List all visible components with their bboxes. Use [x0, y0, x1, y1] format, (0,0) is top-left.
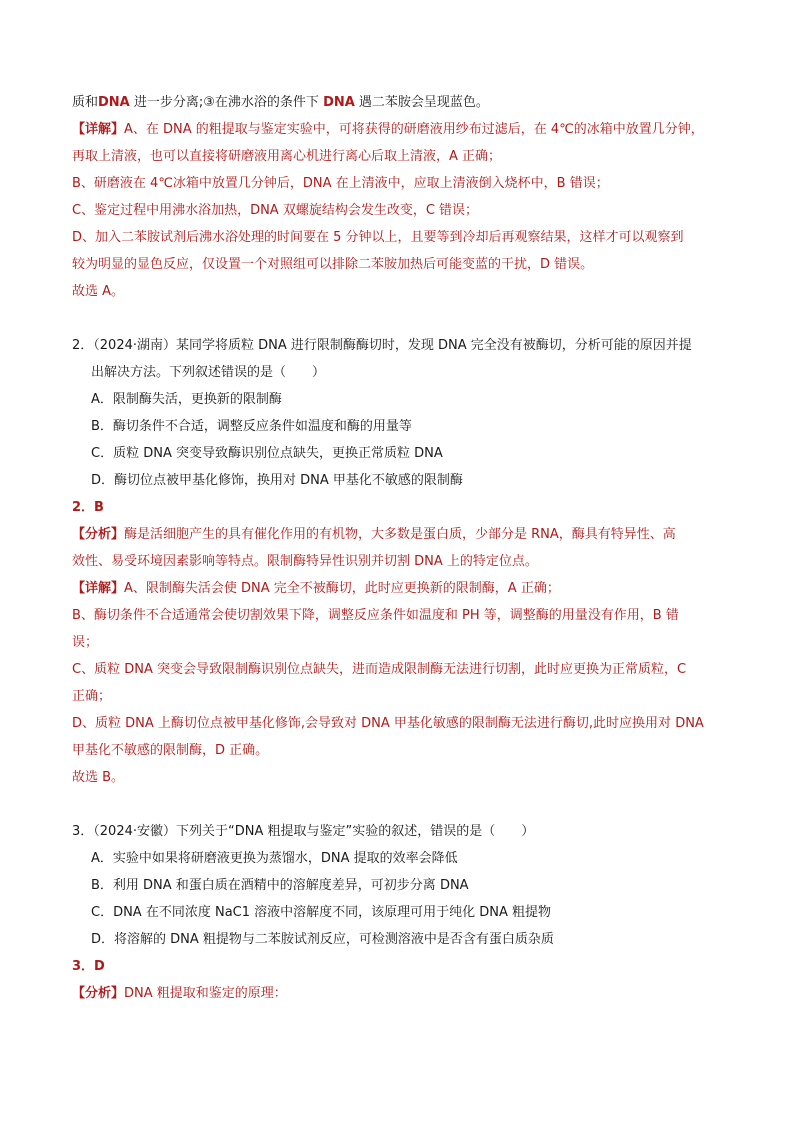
- intro-dna-term: DNA: [98, 95, 130, 110]
- q3-stem: 3．（2024·安徽）下列关于“DNA 粗提取与鉴定”实验的叙述，错误的是（ ）: [72, 824, 535, 839]
- q2-option-c: C．质粒 DNA 突变导致酶识别位点缺失，更换正常质粒 DNA: [91, 446, 443, 461]
- q2-analysis-line-1: [72, 521, 724, 548]
- q3-analysis-tag: 【分析】: [72, 986, 125, 1001]
- spacer: [72, 791, 724, 818]
- q1-answer: 故选 A。: [72, 284, 125, 299]
- q1-detail-line-2: 再取上清液，也可以直接将研磨液用离心机进行离心后取上清液，A 正确；: [72, 149, 502, 164]
- q3-option-a: A．实验中如果将研磨液更换为蒸馏水，DNA 提取的效率会降低: [91, 851, 458, 866]
- q2-analysis-2: 效性、易受环境因素影响等特点。限制酶特异性识别并切割 DNA 上的特定位点。: [72, 554, 538, 569]
- q1-detail-line-1: [72, 116, 724, 143]
- q2-detail-line-1: [72, 575, 724, 602]
- q3-option-d: D．将溶解的 DNA 粗提物与二苯胺试剂反应，可检测溶液中是否含有蛋白质杂质: [91, 932, 554, 947]
- q2-option-a: A．限制酶失活，更换新的限制酶: [91, 392, 282, 407]
- q2-detail-d-1: D、质粒 DNA 上酶切位点被甲基化修饰,会导致对 DNA 甲基化敏感的限制酶无法进行酶切,此时应换用对 DNA: [72, 716, 704, 731]
- intro-text-a: 质和: [72, 95, 99, 110]
- q3-option-b: B．利用 DNA 和蛋白质在酒精中的溶解度差异，可初步分离 DNA: [91, 878, 469, 893]
- q2-analysis-tag: 【分析】: [72, 527, 125, 542]
- q1-detail-option-d-2: 较为明显的显色反应，仅设置一个对照组可以排除二苯胺加热后可能变蓝的干扰，D 错误。: [72, 257, 594, 272]
- intro-dna-term-2: DNA: [323, 95, 355, 110]
- q2-detail-b-2: 误；: [72, 635, 99, 650]
- spacer: [72, 305, 724, 332]
- q2-answer: 故选 B。: [72, 770, 125, 785]
- q1-detail-tag: 【详解】: [72, 122, 125, 137]
- q3-analysis-line-1: [72, 980, 724, 1007]
- q3-analysis-1: DNA 粗提取和鉴定的原理：: [124, 986, 287, 1001]
- q1-detail-option-d-1: D、加入二苯胺试剂后沸水浴处理的时间要在 5 分钟以上，且要等到冷却后再观察结果，这样才可以观察到: [72, 230, 684, 245]
- q2-detail-tag: 【详解】: [72, 581, 125, 596]
- q2-option-d: D．酶切位点被甲基化修饰，换用对 DNA 甲基化不敏感的限制酶: [91, 473, 463, 488]
- document-page: [72, 89, 724, 1007]
- intro-text-c: 遇二苯胺会呈现蓝色。: [354, 95, 489, 110]
- q2-detail-c-2: 正确；: [72, 689, 112, 704]
- q2-detail-b-1: B、酶切条件不合适通常会使切割效果下降，调整反应条件如温度和 PH 等，调整酶的用量没有作用，B 错: [72, 608, 679, 623]
- q2-detail-a: A、限制酶失活会使 DNA 完全不被酶切，此时应更换新的限制酶，A 正确；: [124, 581, 560, 596]
- q2-detail-d-2: 甲基化不敏感的限制酶，D 正确。: [72, 743, 269, 758]
- q2-answer-key: 2．B: [72, 500, 104, 515]
- q2-stem-1: 2．（2024·湖南）某同学将质粒 DNA 进行限制酶酶切时，发现 DNA 完全没有被酶切，分析可能的原因并提: [72, 338, 692, 353]
- q1-detail-a1: A、在 DNA 的粗提取与鉴定实验中，可将获得的研磨液用纱布过滤后，在 4℃的冰箱中放置几分钟，: [124, 122, 704, 137]
- q2-analysis-1: 酶是活细胞产生的具有催化作用的有机物，大多数是蛋白质，少部分是 RNA，酶具有特异性、高: [124, 527, 676, 542]
- intro-line: [72, 89, 724, 116]
- q1-detail-option-c: C、鉴定过程中用沸水浴加热，DNA 双螺旋结构会发生改变，C 错误；: [72, 203, 479, 218]
- q2-option-b: B．酶切条件不合适，调整反应条件如温度和酶的用量等: [91, 419, 412, 434]
- intro-text-b: 进一步分离;③在沸水浴的条件下: [129, 95, 324, 110]
- q1-detail-option-b: B、研磨液在 4℃冰箱中放置几分钟后，DNA 在上清液中，应取上清液倒入烧杯中，B 错误；: [72, 176, 609, 191]
- q2-detail-c-1: C、质粒 DNA 突变会导致限制酶识别位点缺失，进而造成限制酶无法进行切割，此时应更换为正常质粒，C: [72, 662, 687, 677]
- q2-stem-2: 出解决方法。下列叙述错误的是（ ）: [91, 365, 326, 380]
- q3-answer-key: 3．D: [72, 959, 105, 974]
- q3-option-c: C．DNA 在不同浓度 NaC1 溶液中溶解度不同，该原理可用于纯化 DNA 粗提物: [91, 905, 552, 920]
